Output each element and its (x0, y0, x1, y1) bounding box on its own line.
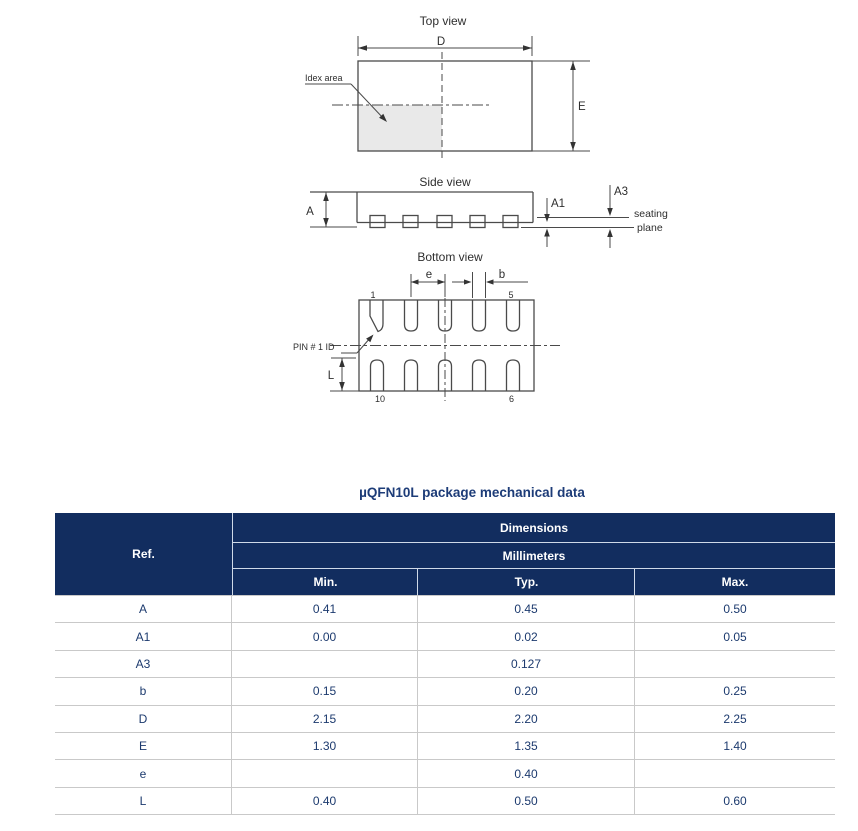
cell-ref: b (55, 678, 232, 704)
cell-min (232, 760, 418, 786)
pad-width-b-dimension (452, 269, 528, 298)
table-header (55, 513, 835, 595)
cell-max (635, 651, 835, 677)
cell-ref: e (55, 760, 232, 786)
index-area-fill (359, 105, 442, 151)
a1-dimension-label: A1 (551, 198, 566, 210)
header-divider (417, 569, 418, 595)
header-dimensions: Dimensions (499, 520, 568, 535)
side-view (306, 175, 668, 248)
cell-min: 0.40 (232, 788, 418, 814)
pin-number-6: 6 (508, 394, 515, 404)
cell-min: 1.30 (232, 733, 418, 759)
header-typ: Typ. (514, 575, 539, 589)
header-min: Min. (313, 575, 338, 589)
l-dimension (328, 358, 359, 391)
pad-width-b-label: b (498, 269, 506, 281)
cell-max: 2.25 (723, 711, 747, 726)
seating-plane-label-line1: seating (634, 208, 668, 220)
header-millimeters: Millimeters (502, 548, 566, 563)
l-dimension-label: L (327, 370, 335, 382)
side-view-title: Side view (419, 175, 471, 189)
cell-min (232, 651, 418, 677)
header-max: Max. (721, 575, 749, 589)
a-dimension (306, 192, 329, 227)
cell-max: 0.05 (723, 629, 747, 644)
index-area-label: Idex area (305, 73, 343, 83)
d-dimension-label: D (436, 36, 446, 48)
cell-ref: D (55, 706, 232, 732)
bottom-view-title: Bottom view (417, 250, 483, 264)
table-row (55, 706, 835, 733)
pin1-id-callout (293, 335, 374, 354)
top-view-title: Top view (419, 14, 467, 28)
table-row (55, 623, 835, 650)
a3-dimension-label: A3 (614, 186, 629, 198)
table-row (55, 678, 835, 705)
table-row (55, 596, 835, 623)
table-row (55, 788, 835, 815)
header-ref: Ref. (132, 547, 155, 561)
cell-max: 0.25 (723, 684, 747, 699)
d-dimension (358, 36, 532, 56)
cell-max: 0.60 (723, 793, 747, 808)
pin-number-1: 1 (370, 290, 376, 300)
header-divider (233, 568, 835, 569)
cell-ref: A3 (55, 651, 232, 677)
table-row (55, 733, 835, 760)
cell-max: 1.40 (723, 739, 747, 754)
mechanical-data-table (55, 513, 835, 815)
header-divider (233, 542, 835, 543)
cell-max: 0.50 (723, 602, 747, 617)
top-view (305, 14, 590, 161)
cell-ref: L (55, 788, 232, 814)
a-dimension-label: A (306, 206, 314, 218)
pin-number-5: 5 (508, 290, 514, 300)
cell-ref: A (55, 596, 232, 622)
cell-ref: E (55, 733, 232, 759)
header-divider (232, 513, 233, 595)
cell-typ: 0.02 (418, 623, 635, 649)
cell-typ: 0.40 (418, 760, 635, 786)
cell-min: 2.15 (232, 706, 418, 732)
pitch-e-dimension (411, 269, 445, 297)
table-title: µQFN10L package mechanical data (359, 485, 585, 500)
pitch-e-label: e (425, 269, 433, 281)
pin-number-10: 10 (374, 394, 386, 404)
e-dimension-label-topview: E (578, 101, 586, 113)
a1-dimension (544, 198, 565, 247)
seating-plane-label-line2: plane (637, 222, 663, 234)
cell-typ: 0.45 (418, 596, 635, 622)
bottom-view (293, 250, 560, 404)
cell-min: 0.00 (232, 623, 418, 649)
cell-max (635, 760, 835, 786)
header-divider (634, 569, 635, 595)
cell-min: 0.41 (232, 596, 418, 622)
pin1-id-label: PIN # 1 ID (293, 342, 335, 352)
cell-typ: 0.50 (418, 788, 635, 814)
cell-typ: 0.127 (418, 651, 635, 677)
pin1-pad (370, 300, 383, 332)
table-row (55, 760, 835, 787)
table-body (55, 595, 835, 815)
table-row (55, 651, 835, 678)
cell-min: 0.15 (232, 678, 418, 704)
cell-typ: 2.20 (418, 706, 635, 732)
cell-ref: A1 (55, 623, 232, 649)
e-dimension-topview (532, 61, 590, 151)
cell-typ: 0.20 (418, 678, 635, 704)
a3-dimension (607, 185, 628, 248)
cell-typ: 1.35 (418, 733, 635, 759)
side-view-terminals (370, 216, 518, 228)
